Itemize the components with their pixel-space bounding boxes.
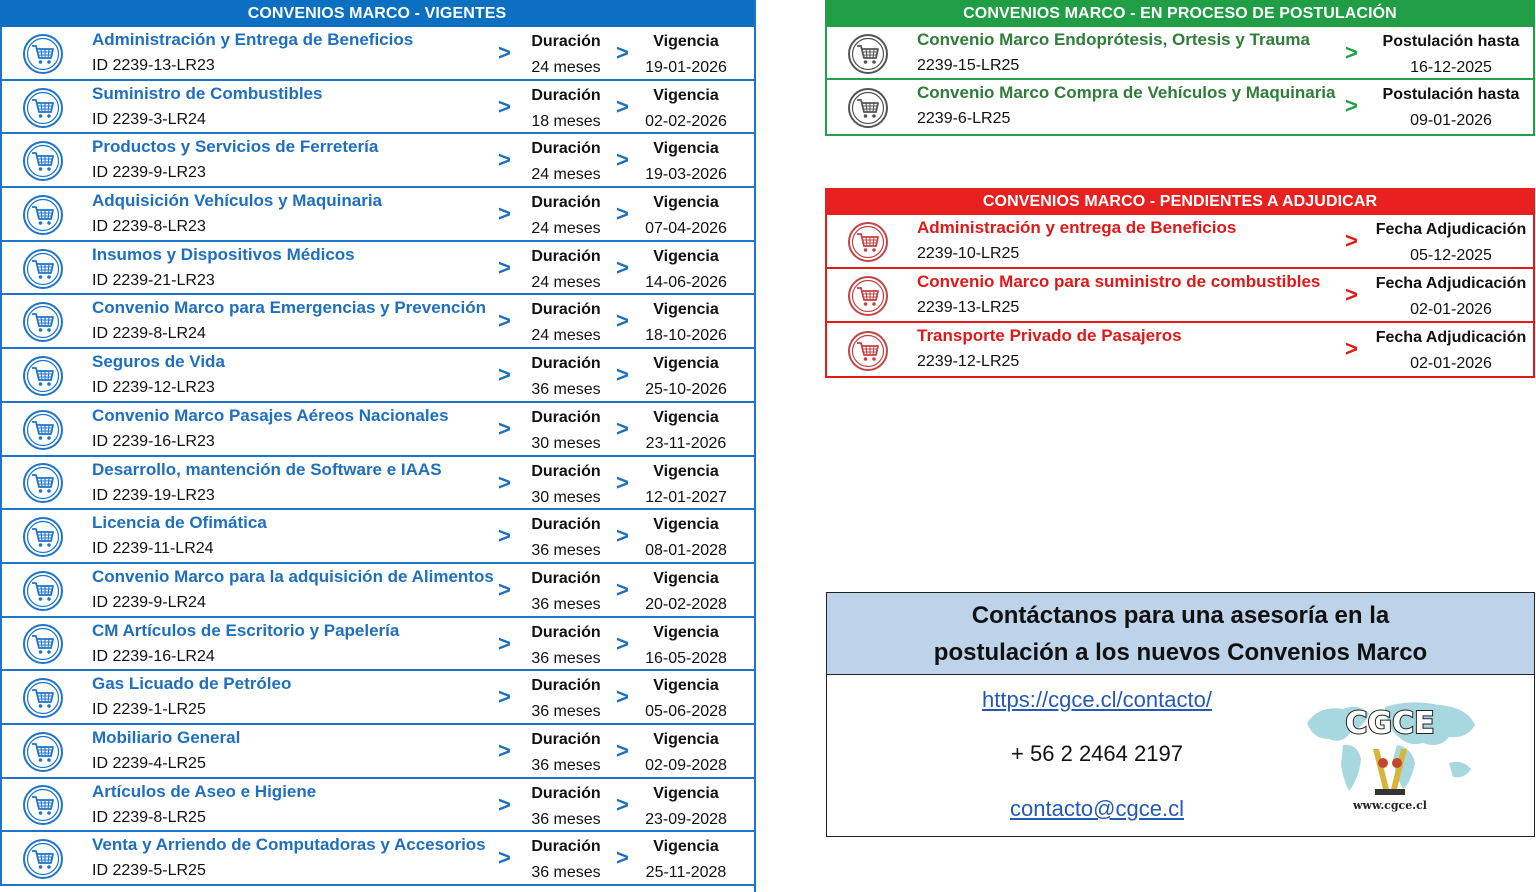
duracion-value: 36 meses <box>531 542 601 560</box>
vigencia-value: 23-11-2026 <box>645 434 727 452</box>
duracion-value: 36 meses <box>531 595 601 613</box>
shopping-cart-icon <box>22 140 64 182</box>
chevron-right-icon: > <box>498 630 511 656</box>
vigencia-label: Vigencia <box>653 86 719 104</box>
pendientes-header: CONVENIOS MARCO - PENDIENTES A ADJUDICAR <box>825 188 1535 215</box>
world-map-logo-icon <box>1299 693 1481 803</box>
convenio-title[interactable]: Convenio Marco Endoprótesis, Ortesis y Trauma <box>917 30 1310 49</box>
duracion-label: Duración <box>531 194 601 212</box>
chevron-right-icon: > <box>616 254 629 280</box>
fecha-label: Fecha Adjudicación <box>1375 329 1527 346</box>
convenio-title[interactable]: Mobiliario General <box>92 727 241 747</box>
vigencia-value: 25-10-2026 <box>645 381 727 399</box>
duracion-label: Duración <box>531 569 601 587</box>
convenio-title[interactable]: Convenio Marco Pasajes Aéreos Nacionales <box>92 405 449 425</box>
convenio-title[interactable]: Transporte Privado de Pasajeros <box>917 326 1182 345</box>
postulacion-list <box>827 27 1533 133</box>
shopping-cart-icon <box>22 570 64 612</box>
vigencia-label: Vigencia <box>653 838 719 856</box>
shopping-cart-icon <box>22 462 64 504</box>
chevron-right-icon: > <box>616 415 629 441</box>
duracion-value: 24 meses <box>531 166 601 184</box>
vigentes-list <box>0 27 754 886</box>
fecha-label: Postulación hasta <box>1382 86 1520 103</box>
vigentes-row[interactable] <box>0 779 754 833</box>
shopping-cart-icon <box>22 355 64 397</box>
convenio-title[interactable]: Convenio Marco para la adquisición de Alimentos <box>92 566 494 586</box>
postulacion-panel <box>825 0 1535 136</box>
shopping-cart-icon <box>847 87 889 129</box>
chevron-right-icon: > <box>616 791 629 817</box>
vigencia-value: 05-06-2028 <box>645 703 727 721</box>
shopping-cart-icon <box>22 194 64 236</box>
chevron-right-icon: > <box>616 469 629 495</box>
vigencia-label: Vigencia <box>653 301 719 319</box>
vigencia-label: Vigencia <box>653 569 719 587</box>
convenio-id: 2239-12-LR25 <box>917 353 1020 370</box>
vigentes-row[interactable] <box>0 81 754 135</box>
shopping-cart-icon <box>22 570 64 612</box>
vigentes-panel <box>0 0 756 892</box>
convenio-title[interactable]: Convenio Marco Compra de Vehículos y Maquinaria <box>917 83 1336 102</box>
shopping-cart-icon <box>847 275 889 317</box>
postulacion-row[interactable] <box>827 27 1533 80</box>
shopping-cart-icon <box>22 301 64 343</box>
shopping-cart-icon <box>22 409 64 451</box>
duracion-value: 24 meses <box>531 273 601 291</box>
pendientes-list <box>827 215 1533 377</box>
convenio-title[interactable]: CM Artículos de Escritorio y Papelería <box>92 620 400 640</box>
pendientes-row[interactable] <box>827 269 1533 323</box>
contact-heading-line1: Contáctanos para una asesoría en la <box>971 601 1390 629</box>
chevron-right-icon: > <box>1345 40 1358 65</box>
duracion-label: Duración <box>531 677 601 695</box>
vigencia-value: 14-06-2026 <box>645 273 727 291</box>
postulacion-header: CONVENIOS MARCO - EN PROCESO DE POSTULACIÓN <box>825 0 1535 27</box>
logo-wordmark: CGCE <box>1345 706 1435 741</box>
duracion-label: Duración <box>531 301 601 319</box>
vigentes-row[interactable] <box>0 564 754 618</box>
vigencia-label: Vigencia <box>653 355 719 373</box>
fecha-label: Postulación hasta <box>1382 33 1520 50</box>
duracion-cell <box>520 244 612 296</box>
vigencia-value: 12-01-2027 <box>645 488 727 506</box>
shopping-cart-icon <box>22 140 64 182</box>
shopping-cart-icon <box>847 33 889 75</box>
vigentes-row[interactable] <box>0 618 754 672</box>
vigencia-label: Vigencia <box>653 730 719 748</box>
shopping-cart-icon <box>22 87 64 129</box>
vigencia-label: Vigencia <box>653 33 719 50</box>
shopping-cart-icon <box>847 33 889 75</box>
convenio-title[interactable]: Licencia de Ofimática <box>92 513 267 533</box>
shopping-cart-icon <box>22 623 64 665</box>
convenio-id: ID 2239-11-LR24 <box>92 540 214 558</box>
shopping-cart-icon <box>22 355 64 397</box>
fecha-value: 02-01-2026 <box>1410 301 1492 318</box>
vigencia-cell <box>632 29 740 81</box>
vigencia-value: 19-03-2026 <box>645 166 727 184</box>
vigencia-cell <box>632 673 740 725</box>
vigencia-label: Vigencia <box>653 247 719 265</box>
vigencia-cell <box>632 727 740 779</box>
duracion-value: 36 meses <box>531 703 601 721</box>
vigentes-row[interactable] <box>0 832 754 886</box>
vigencia-label: Vigencia <box>653 140 719 158</box>
chevron-right-icon: > <box>616 523 629 549</box>
vigencia-label: Vigencia <box>653 784 719 802</box>
duracion-cell <box>520 136 612 188</box>
duracion-value: 30 meses <box>531 434 601 452</box>
convenio-title[interactable]: Adquisición Vehículos y Maquinaria <box>92 191 383 211</box>
chevron-right-icon: > <box>498 254 511 280</box>
shopping-cart-icon <box>22 838 64 880</box>
shopping-cart-icon <box>22 87 64 129</box>
shopping-cart-icon <box>847 330 889 372</box>
convenio-id: ID 2239-9-LR24 <box>92 593 206 611</box>
vigencia-value: 20-02-2028 <box>645 595 727 613</box>
duracion-label: Duración <box>531 462 601 480</box>
convenio-id: ID 2239-8-LR24 <box>92 325 206 343</box>
convenio-title[interactable]: Convenio Marco para suministro de combustibles <box>917 272 1321 291</box>
duracion-cell <box>520 566 612 618</box>
vigentes-row[interactable] <box>0 403 754 457</box>
shopping-cart-icon <box>22 677 64 719</box>
convenio-title[interactable]: Administración y entrega de Beneficios <box>917 218 1237 237</box>
shopping-cart-icon <box>22 194 64 236</box>
duracion-label: Duración <box>531 730 601 748</box>
convenio-id: ID 2239-9-LR23 <box>92 164 206 182</box>
chevron-right-icon: > <box>616 845 629 871</box>
chevron-right-icon: > <box>616 93 629 119</box>
contact-heading <box>827 593 1534 675</box>
chevron-right-icon: > <box>1345 336 1358 361</box>
chevron-right-icon: > <box>616 40 629 65</box>
duracion-cell <box>520 620 612 672</box>
chevron-right-icon: > <box>616 684 629 710</box>
convenio-id: ID 2239-8-LR23 <box>92 218 206 236</box>
vigencia-value: 07-04-2026 <box>645 220 727 238</box>
convenio-id: ID 2239-8-LR25 <box>92 808 206 826</box>
convenio-title[interactable]: Administración y Entrega de Beneficios <box>92 30 414 49</box>
chevron-right-icon: > <box>498 845 511 871</box>
chevron-right-icon: > <box>498 684 511 710</box>
convenio-title[interactable]: Desarrollo, mantención de Software e IAAS <box>92 459 442 479</box>
vigencia-cell <box>632 566 740 618</box>
convenio-title[interactable]: Venta y Arriendo de Computadoras y Accesorios <box>92 835 486 855</box>
vigencia-value: 02-02-2026 <box>645 112 727 130</box>
shopping-cart-icon <box>22 838 64 880</box>
chevron-right-icon: > <box>616 362 629 388</box>
duracion-value: 24 meses <box>531 220 601 238</box>
duracion-label: Duración <box>531 140 601 158</box>
duracion-value: 30 meses <box>531 488 601 506</box>
vigencia-cell <box>632 405 740 457</box>
duracion-cell <box>520 405 612 457</box>
convenio-id: ID 2239-16-LR24 <box>92 647 215 665</box>
duracion-value: 18 meses <box>531 112 601 130</box>
vigentes-row[interactable] <box>0 510 754 564</box>
convenio-title[interactable]: Suministro de Combustibles <box>92 83 323 103</box>
shopping-cart-icon <box>847 221 889 263</box>
duracion-cell <box>520 351 612 403</box>
contact-email-link[interactable]: contacto@cgce.cl <box>1010 796 1184 821</box>
chevron-right-icon: > <box>498 737 511 763</box>
chevron-right-icon: > <box>616 147 629 173</box>
chevron-right-icon: > <box>1345 93 1358 118</box>
convenio-id: ID 2239-19-LR23 <box>92 486 215 504</box>
vigentes-row[interactable] <box>0 671 754 725</box>
chevron-right-icon: > <box>498 201 511 227</box>
vigentes-row[interactable] <box>0 134 754 188</box>
chevron-right-icon: > <box>616 201 629 227</box>
fecha-value: 05-12-2025 <box>1410 247 1492 264</box>
duracion-label: Duración <box>531 623 601 641</box>
postulacion-row[interactable] <box>827 80 1533 133</box>
shopping-cart-icon <box>22 677 64 719</box>
vigencia-cell <box>632 459 740 511</box>
duracion-label: Duración <box>531 355 601 373</box>
chevron-right-icon: > <box>498 415 511 441</box>
contact-phone: + 56 2 2464 2197 <box>1011 741 1183 766</box>
vigencia-value: 25-11-2028 <box>645 864 727 882</box>
chevron-right-icon: > <box>1345 282 1358 307</box>
shopping-cart-icon <box>22 516 64 558</box>
vigencia-label: Vigencia <box>653 462 719 480</box>
vigencia-label: Vigencia <box>653 623 719 641</box>
chevron-right-icon: > <box>616 308 629 334</box>
duracion-value: 24 meses <box>531 327 601 345</box>
duracion-label: Duración <box>531 33 601 50</box>
vigencia-cell <box>632 297 740 349</box>
vigencia-cell <box>632 512 740 564</box>
duracion-label: Duración <box>531 247 601 265</box>
shopping-cart-icon <box>22 731 64 773</box>
chevron-right-icon: > <box>498 523 511 549</box>
vigentes-row[interactable] <box>0 27 754 81</box>
chevron-right-icon: > <box>1345 228 1358 253</box>
contact-box <box>826 592 1535 837</box>
fecha-label: Fecha Adjudicación <box>1375 221 1527 238</box>
duracion-value: 36 meses <box>531 810 601 828</box>
shopping-cart-icon <box>847 87 889 129</box>
vigencia-value: 18-10-2026 <box>645 327 727 345</box>
vigencia-value: 16-05-2028 <box>645 649 727 667</box>
shopping-cart-icon <box>22 516 64 558</box>
duracion-cell <box>520 297 612 349</box>
vigencia-label: Vigencia <box>653 408 719 426</box>
vigencia-label: Vigencia <box>653 516 719 534</box>
duracion-cell <box>520 83 612 135</box>
chevron-right-icon: > <box>616 630 629 656</box>
shopping-cart-icon <box>847 330 889 372</box>
duracion-cell <box>520 834 612 886</box>
pendientes-row[interactable] <box>827 323 1533 377</box>
shopping-cart-icon <box>22 784 64 826</box>
chevron-right-icon: > <box>498 791 511 817</box>
fecha-cell <box>1365 29 1536 81</box>
duracion-cell <box>520 459 612 511</box>
duracion-cell <box>520 512 612 564</box>
shopping-cart-icon <box>22 33 64 75</box>
shopping-cart-icon <box>22 409 64 451</box>
convenio-id: 2239-10-LR25 <box>917 245 1020 262</box>
shopping-cart-icon <box>847 221 889 263</box>
vigencia-value: 02-09-2028 <box>645 756 727 774</box>
fecha-cell <box>1365 82 1536 134</box>
vigentes-row[interactable] <box>0 457 754 511</box>
shopping-cart-icon <box>22 33 64 75</box>
chevron-right-icon: > <box>616 576 629 602</box>
convenio-title[interactable]: Artículos de Aseo e Higiene <box>92 781 317 801</box>
chevron-right-icon: > <box>498 147 511 173</box>
contact-url-link[interactable]: https://cgce.cl/contacto/ <box>982 687 1212 712</box>
convenio-id: ID 2239-1-LR25 <box>92 701 206 719</box>
duracion-value: 36 meses <box>531 864 601 882</box>
duracion-label: Duración <box>531 516 601 534</box>
duracion-label: Duración <box>531 408 601 426</box>
logo-url-text: www.cgce.cl <box>1353 799 1427 812</box>
cgce-logo <box>1299 693 1481 823</box>
fecha-value: 09-01-2026 <box>1410 112 1492 129</box>
fecha-value: 02-01-2026 <box>1410 355 1492 372</box>
convenio-title[interactable]: Gas Licuado de Petróleo <box>92 674 292 694</box>
pendientes-panel <box>825 188 1535 378</box>
convenio-id: ID 2239-21-LR23 <box>92 271 215 289</box>
shopping-cart-icon <box>22 623 64 665</box>
vigentes-row[interactable] <box>0 242 754 296</box>
duracion-cell <box>520 190 612 242</box>
chevron-right-icon: > <box>498 576 511 602</box>
convenio-id: ID 2239-13-LR23 <box>92 57 215 74</box>
vigentes-row[interactable] <box>0 349 754 403</box>
duracion-cell <box>520 727 612 779</box>
vigencia-cell <box>632 781 740 833</box>
vigencia-cell <box>632 136 740 188</box>
convenio-title[interactable]: Seguros de Vida <box>92 352 225 372</box>
fecha-cell <box>1365 325 1536 377</box>
duracion-value: 24 meses <box>531 59 601 76</box>
shopping-cart-icon <box>22 248 64 290</box>
shopping-cart-icon <box>22 462 64 504</box>
fecha-label: Fecha Adjudicación <box>1375 275 1527 292</box>
duracion-label: Duración <box>531 784 601 802</box>
chevron-right-icon: > <box>616 737 629 763</box>
contact-heading-line2: postulación a los nuevos Convenios Marco <box>933 638 1428 666</box>
fecha-cell <box>1365 271 1536 323</box>
convenio-title[interactable]: Productos y Servicios de Ferretería <box>92 137 379 157</box>
vigencia-cell <box>632 190 740 242</box>
convenio-title[interactable]: Insumos y Dispositivos Médicos <box>92 244 355 264</box>
shopping-cart-icon <box>22 731 64 773</box>
vigencia-cell <box>632 620 740 672</box>
vigencia-label: Vigencia <box>653 194 719 212</box>
convenio-id: ID 2239-16-LR23 <box>92 432 215 450</box>
convenio-title[interactable]: Convenio Marco para Emergencias y Prevención <box>92 298 486 318</box>
convenio-id: ID 2239-12-LR23 <box>92 379 215 397</box>
pendientes-row[interactable] <box>827 215 1533 269</box>
duracion-value: 36 meses <box>531 381 601 399</box>
duracion-label: Duración <box>531 86 601 104</box>
duracion-cell <box>520 781 612 833</box>
vigentes-row[interactable] <box>0 295 754 349</box>
chevron-right-icon: > <box>498 469 511 495</box>
duracion-value: 36 meses <box>531 649 601 667</box>
chevron-right-icon: > <box>498 308 511 334</box>
fecha-value: 16-12-2025 <box>1410 59 1492 76</box>
convenio-id: 2239-6-LR25 <box>917 110 1011 127</box>
duracion-cell <box>520 29 612 81</box>
convenio-id: ID 2239-3-LR24 <box>92 110 206 128</box>
convenio-id: 2239-13-LR25 <box>917 299 1020 316</box>
vigencia-cell <box>632 351 740 403</box>
vigentes-row[interactable] <box>0 725 754 779</box>
vigencia-cell <box>632 244 740 296</box>
duracion-cell <box>520 673 612 725</box>
shopping-cart-icon <box>847 275 889 317</box>
chevron-right-icon: > <box>498 362 511 388</box>
convenio-id: ID 2239-4-LR25 <box>92 754 206 772</box>
vigencia-cell <box>632 834 740 886</box>
shopping-cart-icon <box>22 784 64 826</box>
chevron-right-icon: > <box>498 40 511 65</box>
vigencia-value: 08-01-2028 <box>645 542 727 560</box>
duracion-label: Duración <box>531 838 601 856</box>
chevron-right-icon: > <box>498 93 511 119</box>
duracion-value: 36 meses <box>531 756 601 774</box>
convenio-id: ID 2239-5-LR25 <box>92 862 206 880</box>
vigencia-value: 19-01-2026 <box>645 59 727 76</box>
shopping-cart-icon <box>22 248 64 290</box>
vigencia-value: 23-09-2028 <box>645 810 727 828</box>
convenio-id: 2239-15-LR25 <box>917 57 1020 74</box>
vigentes-row[interactable] <box>0 188 754 242</box>
vigencia-label: Vigencia <box>653 677 719 695</box>
fecha-cell <box>1365 217 1536 269</box>
shopping-cart-icon <box>22 301 64 343</box>
vigencia-cell <box>632 83 740 135</box>
vigentes-header: CONVENIOS MARCO - VIGENTES <box>0 0 754 27</box>
